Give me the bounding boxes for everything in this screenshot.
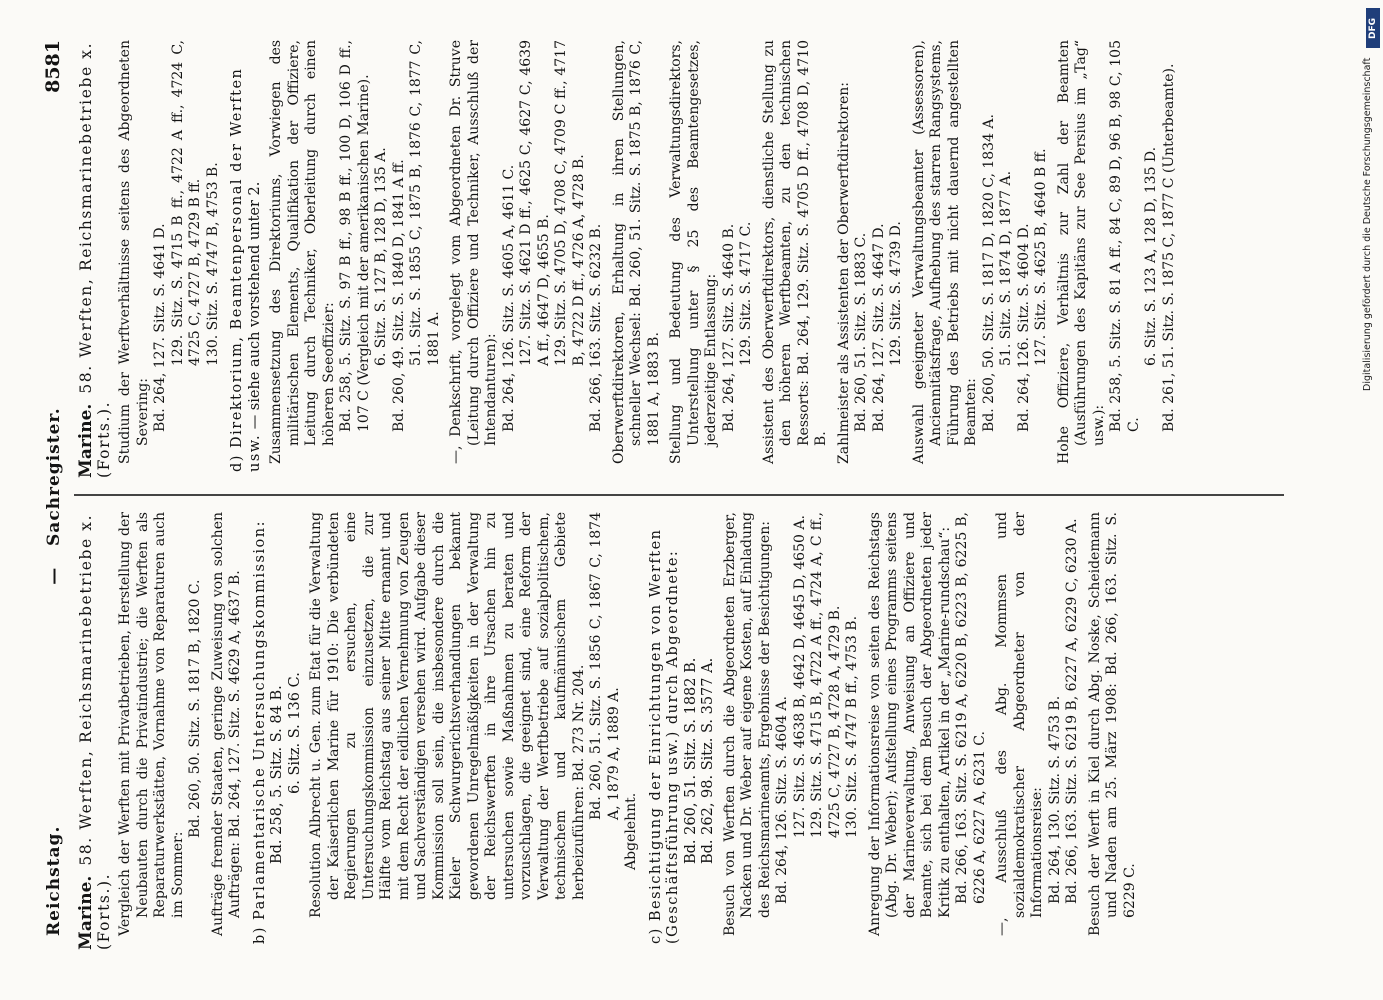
header-left: Reichstag. [44,825,64,936]
right-entry-6 [761,40,831,478]
right-entry-1-ref1: Bd. 264, 127. Sitz. S. 4641 D. [152,223,168,432]
right-entry-7-ref1: Bd. 260, 51. Sitz. S. 1883 C. [853,232,869,432]
left-sub-c-ref1: Bd. 260, 51. Sitz. S. 1882 B. [682,657,699,864]
running-head [34,26,70,966]
right-sub-d-note: — siehe auch vorstehend unter 2. [246,181,263,430]
right-entry-4 [611,40,664,478]
left-heading-text: 58. Werften, Reichsmarinebetriebe x. (Forts.). [77,513,113,950]
left-column-heading [78,512,113,950]
left-entry-3-result: Abgelehnt. [623,792,639,870]
right-entry-3-ref4: Bd. 266, 163. Sitz. S. 6232 B. [588,223,604,432]
right-entry-8-ref3: Bd. 264, 126. Sitz. S. 4604 D. [1015,223,1032,432]
digitization-note: Digitalisierung gefördert durch die Deutsche Forschungsgemeinschaft [1362,58,1373,392]
left-entry-7-text: Besuch der Werft in Kiel durch Abg. Noske, Scheidemann und Naden am 25. März 1908: Bd. 266, 163. Sitz. S. 6229 C. [1086,512,1138,936]
right-entry-1-ref2: 129. Sitz. S. 4715 B ff., 4722 A ff., 4724 C, 4725 C, 4727 B, 4729 B ff. [169,40,203,366]
left-sub-c-text: c) Besichtigung der Einrichtungen von Werften (Geschäftsführung usw.) durch Abgeordnete: [647,528,681,944]
left-entry-5 [867,512,990,950]
right-entry-2-ref3: Bd. 260, 49. Sitz. S. 1840 D, 1841 A ff. [390,159,407,432]
left-entry-4 [722,512,862,950]
right-entry-3-text: —, Denkschrift, vorgelegt vom Abgeordneten Dr. Struve (Leitung durch Offiziere und Techniker, Ausschluß der Intendanturen): [448,40,499,464]
left-entry-4-ref4: 130. Sitz. S. 4747 B ff., 4753 B. [844,615,860,838]
right-entry-8-ref4: 127. Sitz. S. 4625 B, 4640 B ff. [1033,148,1049,366]
right-entry-8-text: Auswahl geeigneter Verwaltungsbeamter (Assessoren), Anciennitätsfrage, Aufhebung des starren Rangsystems, Führung des Betriebs mit nicht dauernd angestellten Beamten: [910,40,979,464]
right-entry-2-text: Zusammensetzung des Direktoriums, Vorwiegen des militärischen Elements, Qualifikation der Offiziere, Leitung durch Techniker, Oberleitung durch einen höheren Seeoffizier: [268,40,337,464]
left-entry-2-text: Aufträge fremder Staaten, geringe Zuweisung von solchen Aufträgen: Bd. 264, 127. Sitz. S. 4629 A, 4637 B. [209,512,243,936]
right-entry-2-ref2: 6. Sitz. S. 127 B, 128 D, 135 A. [373,147,389,366]
right-entry-4-text: Oberwerftdirektoren, Erhaltung in ihren Stellungen, schneller Wechsel: Bd. 260, 51. Sitz. S. 1875 B, 1876 C, 1881 A, 1883 B. [610,40,662,464]
right-entry-8 [911,40,1051,478]
left-column [78,512,1144,950]
right-entry-7-text: Zahlmeister als Assistenten der Oberwerftdirektoren: [835,82,852,464]
right-entry-9-ref1: Bd. 258, 5. Sitz. S. 81 A ff., 84 C, 89 D, 96 B, 98 C, 105 C. [1108,40,1142,432]
right-entry-7-ref3: 129. Sitz. S. 4739 D. [888,221,904,366]
right-entry-9-ref2: 6. Sitz. S. 123 A, 128 D, 135 D. [1143,146,1159,366]
left-sub-b-text: b) Parlamentarische Untersuchungskommission: [251,520,268,944]
left-keyword: Marine. [76,875,96,950]
right-entry-2 [268,40,443,478]
left-entry-7 [1087,512,1140,950]
right-entry-9-ref3: Bd. 261, 51. Sitz. S. 1875 C, 1877 C (Unterbeamte). [1160,63,1177,432]
right-entry-1-text: Studium der Werftverhältnisse seitens des Abgeordneten Severing: [117,40,151,464]
right-entry-9-text: Hohe Offiziere, Verhältnis zur Zahl der Beamten (Ausführungen des Kapitäns zur See Persius im „Tag“ usw.): [1055,40,1107,464]
right-entry-3 [448,40,606,478]
right-keyword: Marine. [76,403,96,478]
left-entry-6-ref1: Bd. 264, 130. Sitz. S. 4753 B. [1046,695,1063,904]
right-entry-7-ref2: Bd. 264, 127. Sitz. S. 4647 D. [870,223,887,432]
right-entry-7 [836,40,906,478]
left-entry-3-text: Resolution Albrecht u. Gen. zum Etat für die Verwaltung der Kaiserlichen Marine für 1910: Die verbündeten Regierungen zu ersuchen, eine Untersuchungskommission einzusetzen, die zur Hälfte vom Reichstag aus seiner Mitte ernannt und mit dem Recht der eidlichen Vernehmung von Zeugen und Sachverständigen versehen wird. Aufgabe dieser Kommission soll sein, die insbesondere durch die Kieler Schwurgerichtsverhandlungen bekannt gewordenen Unregelmäßigkeiten in der Verwaltung der Reichswerften in ihre Ursachen hin zu untersuchen sowie Maßnahmen zu beraten und vorzuschlagen, die geeignet sind, eine Reform der Verwaltung der Werftbetriebe auf sozialpolitischem, technischem und kaufmännischem Gebiete herbeizuführen: Bd. 273 Nr. 204. [308,512,587,918]
right-column-heading [78,40,113,478]
right-entry-5-ref2: 129. Sitz. S. 4717 C. [738,221,754,366]
right-sub-d [229,40,264,478]
right-heading-text: 58. Werften, Reichsmarinebetriebe x. (Forts.). [77,41,113,478]
left-entry-6-ref2: Bd. 266, 163. Sitz. S. 6219 B, 6227 A, 6229 C, 6230 A. [1064,518,1080,904]
right-column [78,40,1183,478]
left-entry-5-ref: Bd. 266, 163. Sitz. S. 6219 A, 6220 B, 6223 B, 6225 B, 6226 A, 6227 A, 6231 C. [954,512,988,904]
right-entry-5 [668,40,756,478]
left-entry-6 [994,512,1082,950]
left-entry-4-ref2: 127. Sitz. S. 4638 B, 4642 D, 4645 D, 4650 A. [791,515,808,838]
right-entry-5-ref1: Bd. 264, 127. Sitz. S. 4640 B. [720,223,737,432]
left-sub-c [648,512,718,950]
left-entry-6-text: —, Ausschluß des Abg. Mommsen und sozialdemokratischer Abgeordneter von der Informationsreise: [994,512,1045,936]
left-entry-3-ref: Bd. 260, 51. Sitz. S. 1856 C, 1867 C, 1874 A, 1879 A, 1889 A. [588,512,622,820]
header-center [44,26,64,966]
right-entry-8-ref1: Bd. 260, 50. Sitz. S. 1817 D, 1820 C, 1834 A. [980,114,997,432]
header-title: Sachregister. [44,407,64,546]
right-entry-1-ref3: 130. Sitz. S. 4747 B, 4753 B. [204,162,221,366]
left-entry-5-text: Anregung der Informationsreise von seiten des Reichstags (Abg. Dr. Weber); Aufstellung eines Programms seitens der Marineverwaltung, Anweisung an Offiziere und Beamte, sich bei dem Besuch der Abgeordneten jeder Kritik zu enthalten, Artikel in der „Marine-rundschau“: [866,512,953,936]
left-entry-1 [117,512,205,950]
left-sub-b-ref1: Bd. 258, 5. Sitz. S. 84 B. [269,685,285,864]
page-number: 8581 [42,40,64,93]
right-sub-d-text: d) Direktorium, Beamtenpersonal der Werften usw. [229,67,263,472]
right-entry-3-ref1: Bd. 264, 126. Sitz. S. 4605 A, 4611 C. [500,164,517,432]
right-entry-5-text: Stellung und Bedeutung des Verwaltungsdirektors, Unterstellung unter § 25 des Beamtengesetzes, jederzeitige Entlassung: [668,40,719,464]
left-sub-b [252,512,305,950]
left-entry-4-text: Besuch von Werften durch die Abgeordneten Erzberger, Nacken und Dr. Weber auf eigene Kosten, auf Einladung des Reichsmarineamts, Ergebnisse der Besichtigungen: [721,512,773,936]
dfg-logo: DFG [1366,8,1380,48]
left-sub-c-ref2: Bd. 262, 98. Sitz. S. 3577 A. [700,657,716,864]
left-entry-1-text: Vergleich der Werften mit Privatbetrieben, Herstellung der Neubauten durch die Privatindustrie; die Werften als Reparaturwerkstätten, Vornahme von Reparaturen auch im Sommer: [117,512,186,936]
left-entry-1-ref: Bd. 260, 50. Sitz. S. 1817 B, 1820 C. [187,579,203,838]
header-dash: — [44,566,64,585]
left-entry-2 [210,512,245,950]
right-entry-2-ref1: Bd. 258, 5. Sitz. S. 97 B ff., 98 B ff., 100 D, 106 D ff., 107 C (Vergleich mit der amerikanischen Marine). [338,40,372,432]
right-entry-3-ref3: 129. Sitz. S. 4705 D, 4708 C, 4709 C ff., 4717 B, 4722 D ff., 4726 A, 4728 B. [553,40,587,366]
rotated-page [34,26,1324,966]
left-entry-4-ref3: 129. Sitz. S. 4715 B, 4722 A ff., 4724 A, C ff., 4725 C, 4727 B, 4728 A, 4729 B. [809,512,843,838]
right-entry-2-ref4: 51. Sitz. S. 1855 C, 1875 B, 1876 C, 1877 C, 1881 A. [408,40,442,366]
right-entry-9 [1056,40,1179,478]
column-divider [74,495,1284,497]
left-sub-b-ref2: 6. Sitz. S. 136 C. [286,672,303,794]
left-entry-4-ref1: Bd. 264, 126. Sitz. S. 4604 A. [774,696,790,904]
right-entry-3-ref2: 127. Sitz. S. 4621 D ff., 4625 C, 4627 C, 4639 A ff., 4647 D, 4655 B. [518,40,552,366]
right-entry-6-text: Assistent des Oberwerftdirektors, dienstliche Stellung zu den höheren Werftbeamten, zu den technischen Ressorts: Bd. 264, 129. Sitz. S. 4705 D ff., 4708 D, 4710 B. [760,40,829,464]
right-entry-1 [117,40,222,478]
left-entry-3 [308,512,641,950]
right-entry-8-ref2: 51. Sitz. S. 1874 D, 1877 A. [998,170,1014,366]
